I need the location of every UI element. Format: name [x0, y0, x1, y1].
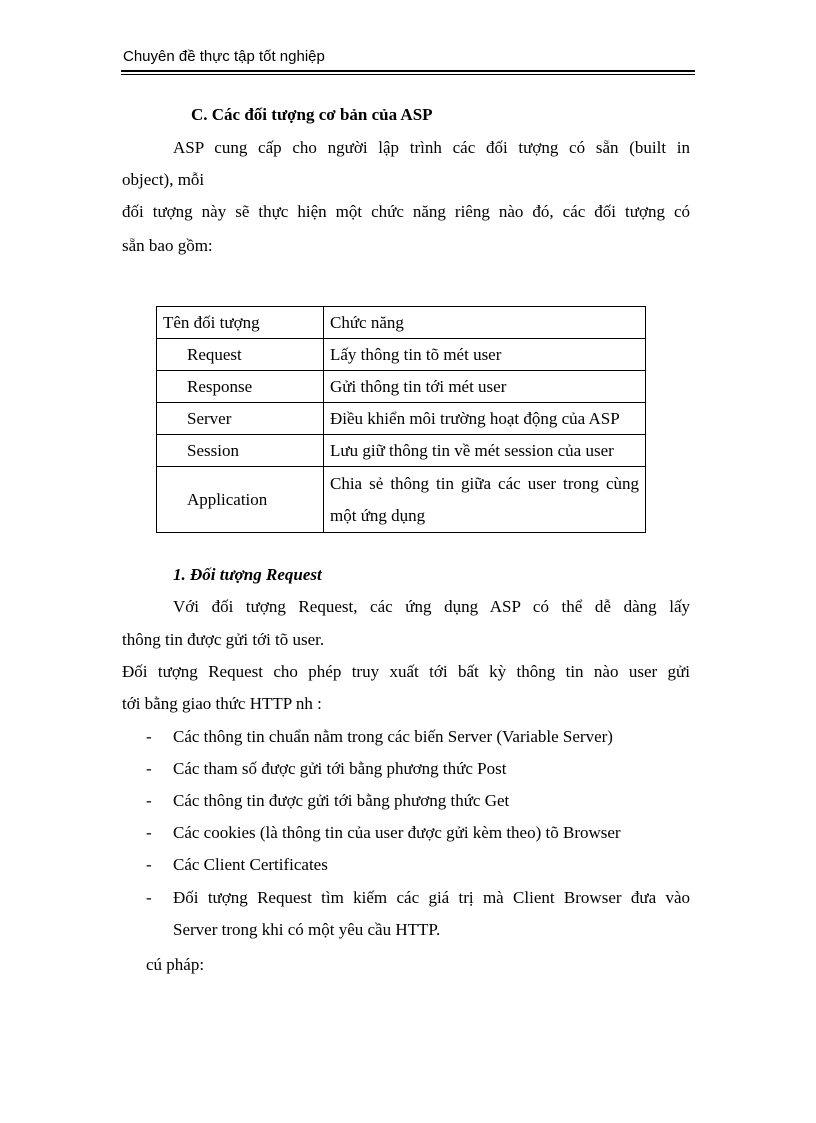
running-header: Chuyên đề thực tập tốt nghiệp	[123, 48, 325, 65]
table-row	[157, 435, 646, 467]
request-para1-line-1: Với đối tượng Request, các ứng dụng ASP có thể dễ dàng lấy	[173, 597, 690, 616]
request-para2-line-2: tới bằng giao thức HTTP nh :	[122, 694, 322, 713]
header-rule-thin	[121, 74, 695, 75]
syntax-label: cú pháp:	[146, 955, 205, 974]
intro-line-3: đối tượng này sẽ thực hiện một chức năng riêng nào đó, các đối tượng có	[122, 202, 690, 221]
table-cell-function: Điều khiển môi trường hoạt động của ASP	[324, 403, 646, 435]
list-dash: -	[146, 855, 152, 874]
header-rule-thick	[121, 70, 695, 72]
list-item: Các thông tin được gửi tới bằng phương thức Get	[173, 791, 510, 810]
request-para2-line-1: Đối tượng Request cho phép truy xuất tới bất kỳ thông tin nào user gửi	[122, 662, 690, 681]
list-dash: -	[146, 888, 152, 907]
request-heading: 1. Đối tượng Request	[173, 565, 322, 584]
list-item: Các cookies (là thông tin của user được gửi kèm theo) tõ Browser	[173, 823, 621, 842]
table-header-function: Chức năng	[324, 307, 646, 339]
table-row	[157, 403, 646, 435]
table-row	[157, 371, 646, 403]
list-dash: -	[146, 759, 152, 778]
request-para1-line-2: thông tin được gửi tới tõ user.	[122, 630, 325, 649]
intro-line-1: ASP cung cấp cho người lập trình các đối tượng có sẵn (built in	[173, 138, 690, 157]
intro-line-2: object), mỗi	[122, 170, 205, 189]
list-dash: -	[146, 823, 152, 842]
table-row	[157, 467, 646, 533]
table-header-row	[157, 307, 646, 339]
objects-table	[156, 306, 646, 533]
list-item: Đối tượng Request tìm kiếm các giá trị mà Client Browser đưa vào	[173, 888, 690, 907]
table-cell-function: Gửi thông tin tới mét user	[324, 371, 646, 403]
table-cell-name: Server	[157, 403, 324, 435]
table-cell-name: Request	[157, 339, 324, 371]
table-cell-name: Response	[157, 371, 324, 403]
table-cell-name: Session	[157, 435, 324, 467]
list-item: Các tham số được gửi tới bằng phương thức Post	[173, 759, 507, 778]
list-item-continuation: Server trong khi có một yêu cầu HTTP.	[173, 920, 441, 939]
table-cell-function: Chia sẻ thông tin giữa các user trong cùng một ứng dụng	[324, 467, 646, 533]
list-item: Các thông tin chuẩn nằm trong các biến Server (Variable Server)	[173, 727, 613, 746]
list-dash: -	[146, 791, 152, 810]
table-cell-function: Lấy thông tin tõ mét user	[324, 339, 646, 371]
intro-line-4: sẵn bao gồm:	[122, 236, 213, 255]
table-row	[157, 339, 646, 371]
table-header-name: Tên đối tượng	[157, 307, 324, 339]
section-heading: C. Các đối tượng cơ bản của ASP	[191, 105, 433, 124]
table-cell-name: Application	[157, 467, 324, 533]
table-cell-function: Lưu giữ thông tin về mét session của user	[324, 435, 646, 467]
list-dash: -	[146, 727, 152, 746]
list-item: Các Client Certificates	[173, 855, 328, 874]
